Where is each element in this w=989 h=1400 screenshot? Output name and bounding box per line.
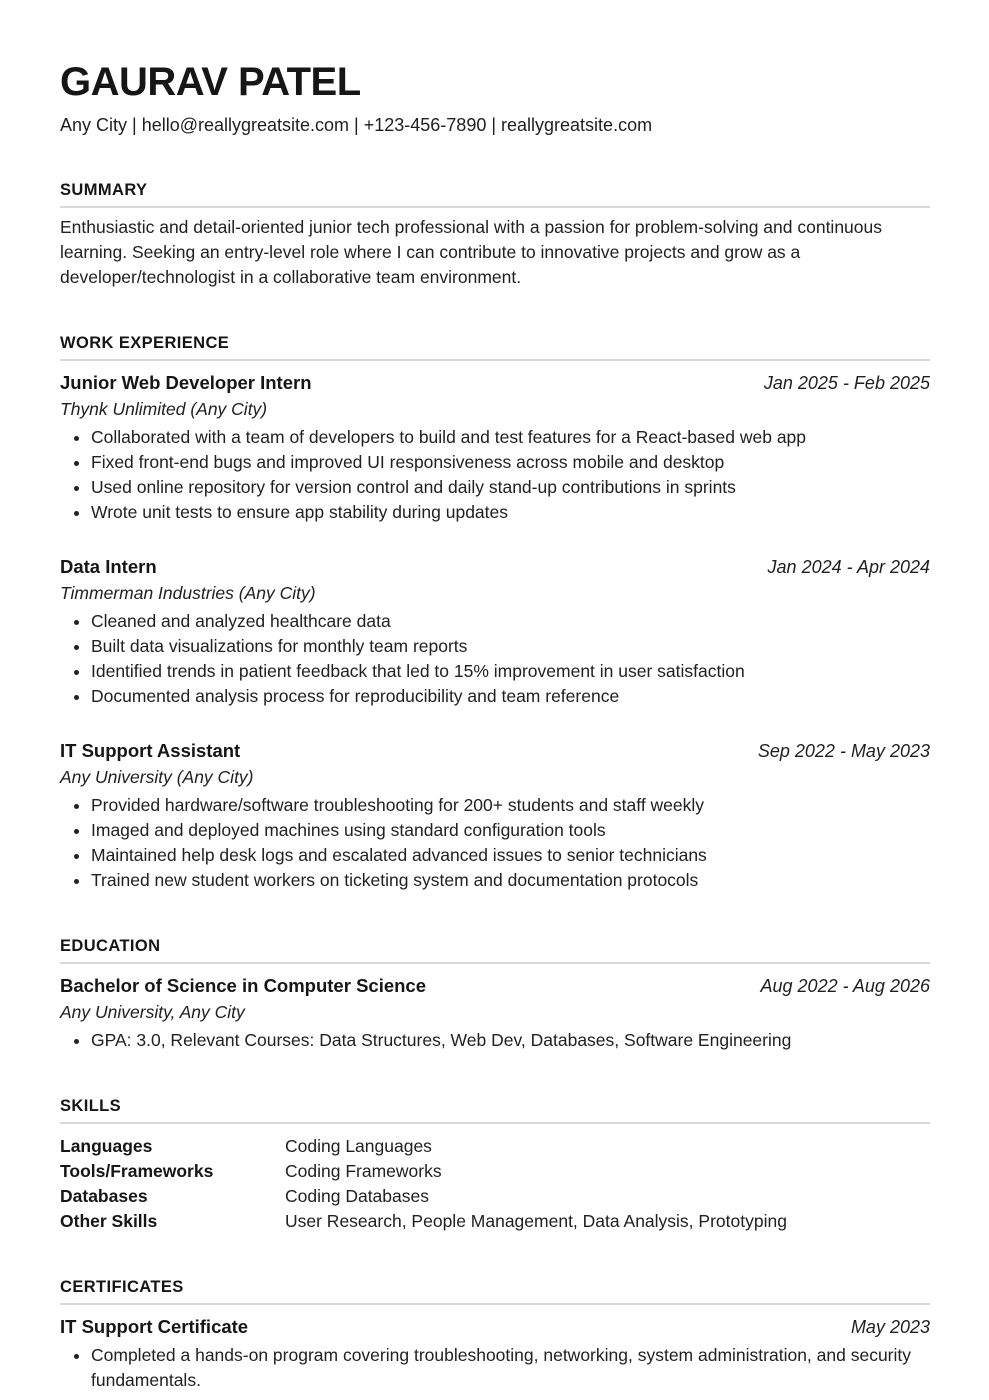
section-skills	[60, 1097, 930, 1234]
education-bullets	[60, 1028, 930, 1053]
candidate-name: GAURAV PATEL	[60, 60, 361, 104]
work-experience-heading: WORK EXPERIENCE	[60, 334, 930, 361]
skill-label: Tools/Frameworks	[60, 1161, 214, 1181]
job-title: IT Support Assistant	[60, 740, 241, 761]
resume-header	[60, 62, 930, 137]
education-heading: EDUCATION	[60, 937, 930, 964]
skill-row	[60, 1134, 930, 1159]
certificate-dates: May 2023	[850, 1317, 930, 1337]
education-entry	[60, 973, 930, 1053]
job-entry	[60, 554, 930, 709]
bullet-item: • Provided hardware/software troubleshooting for 200+ students and staff weekly	[91, 793, 930, 818]
skill-value: User Research, People Management, Data Analysis, Prototyping	[285, 1211, 787, 1231]
bullet-item: • Identified trends in patient feedback that led to 15% improvement in user satisfaction	[91, 659, 930, 684]
job-entry	[60, 738, 930, 893]
bullet-item: • Documented analysis process for reproducibility and team reference	[91, 684, 930, 709]
job-bullets	[60, 609, 930, 709]
skill-row	[60, 1209, 930, 1234]
bullet-item: • Trained new student workers on ticketing system and documentation protocols	[91, 868, 930, 893]
skill-label: Other Skills	[60, 1211, 158, 1231]
job-company: Thynk Unlimited (Any City)	[60, 399, 268, 419]
section-certificates	[60, 1278, 930, 1393]
certificate-entry	[60, 1314, 930, 1393]
section-work-experience	[60, 334, 930, 893]
skill-label: Languages	[60, 1136, 153, 1156]
skill-row	[60, 1159, 930, 1184]
section-summary	[60, 181, 930, 290]
bullet-item: • Collaborated with a team of developers to build and test features for a React-based web app	[91, 425, 930, 450]
job-company: Timmerman Industries (Any City)	[60, 583, 316, 603]
summary-text: Enthusiastic and detail-oriented junior tech professional with a passion for problem-solving and continuous learning. Seeking an entry-level role where I can contribute to innovative projects and grow as a developer/technologist in a collaborative team environment.	[60, 217, 883, 287]
job-dates: Sep 2022 - May 2023	[757, 741, 930, 761]
certificate-bullets	[60, 1343, 930, 1393]
skills-table	[60, 1124, 930, 1234]
bullet-item: • Completed a hands-on program covering troubleshooting, networking, system administration, and security fundamentals.	[91, 1343, 930, 1393]
skill-label: Databases	[60, 1186, 148, 1206]
job-entry	[60, 370, 930, 525]
certificate-title: IT Support Certificate	[60, 1316, 249, 1337]
summary-heading: SUMMARY	[60, 181, 930, 208]
job-title: Junior Web Developer Intern	[60, 372, 312, 393]
job-dates: Jan 2025 - Feb 2025	[763, 373, 930, 393]
job-dates: Jan 2024 - Apr 2024	[767, 557, 930, 577]
certificates-heading: CERTIFICATES	[60, 1278, 930, 1305]
job-company: Any University (Any City)	[60, 767, 254, 787]
education-dates: Aug 2022 - Aug 2026	[760, 976, 930, 996]
skills-heading: SKILLS	[60, 1097, 930, 1124]
job-title: Data Intern	[60, 556, 157, 577]
job-bullets	[60, 793, 930, 893]
bullet-item: • Fixed front-end bugs and improved UI responsiveness across mobile and desktop	[91, 450, 930, 475]
skill-value: Coding Languages	[285, 1136, 432, 1156]
bullet-item: • Built data visualizations for monthly team reports	[91, 634, 930, 659]
bullet-item: • Wrote unit tests to ensure app stability during updates	[91, 500, 930, 525]
bullet-item: • Used online repository for version control and daily stand-up contributions in sprints	[91, 475, 930, 500]
bullet-item: • Imaged and deployed machines using standard configuration tools	[91, 818, 930, 843]
skill-row	[60, 1184, 930, 1209]
contact-line: Any City | hello@reallygreatsite.com | +123-456-7890 | reallygreatsite.com	[60, 115, 653, 135]
education-school: Any University, Any City	[60, 1002, 245, 1022]
bullet-item: • GPA: 3.0, Relevant Courses: Data Structures, Web Dev, Databases, Software Engineering	[91, 1028, 930, 1053]
skill-value: Coding Frameworks	[285, 1161, 442, 1181]
bullet-item: • Cleaned and analyzed healthcare data	[91, 609, 930, 634]
degree-title: Bachelor of Science in Computer Science	[60, 975, 426, 996]
section-education	[60, 937, 930, 1053]
skill-value: Coding Databases	[285, 1186, 429, 1206]
bullet-item: • Maintained help desk logs and escalated advanced issues to senior technicians	[91, 843, 930, 868]
job-bullets	[60, 425, 930, 525]
